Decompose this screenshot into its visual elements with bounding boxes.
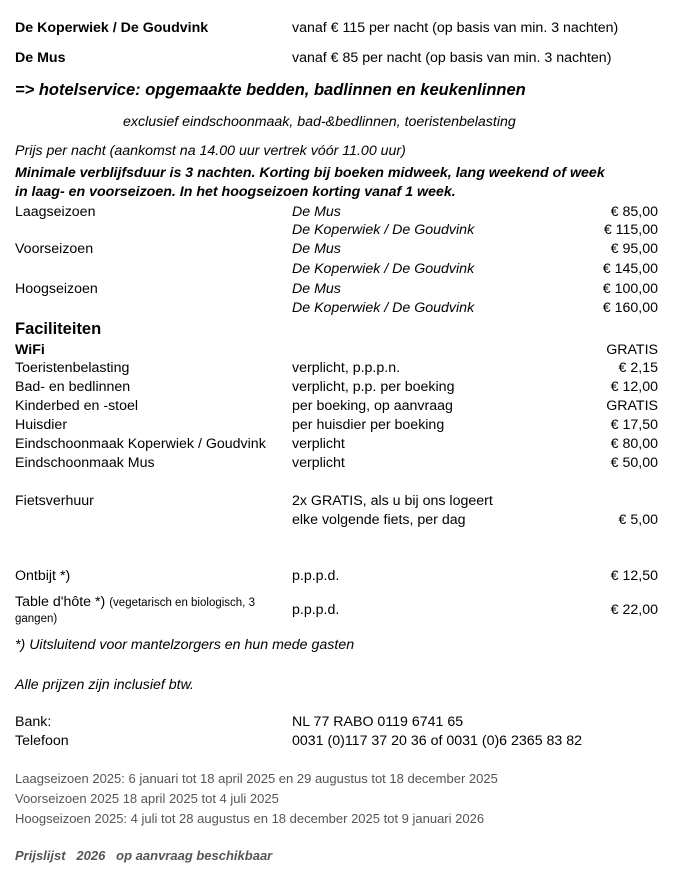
facility-price: € 50,00 [610, 455, 658, 471]
facility-label: Toeristenbelasting [15, 360, 130, 376]
ontbijt-label: Ontbijt *) [15, 568, 71, 584]
fietsverhuur-label: Fietsverhuur [15, 493, 94, 509]
minimale-verblijfsduur-line1: Minimale verblijfsduur is 3 nachten. Korting bij boeken midweek, lang weekend of week [15, 165, 605, 181]
facility-desc: verplicht [292, 436, 345, 452]
season-label: Hoogseizoen [15, 281, 98, 297]
facility-desc: verplicht [292, 455, 345, 471]
facility-desc: per huisdier per boeking [292, 417, 445, 433]
season-house: De Mus [292, 281, 341, 297]
table-dhote-desc: p.p.p.d. [292, 602, 340, 618]
table-dhote-price: € 22,00 [610, 602, 658, 618]
facility-label: Kinderbed en -stoel [15, 398, 139, 414]
facility-label: Bad- en bedlinnen [15, 379, 131, 395]
facility-price: GRATIS [606, 398, 658, 414]
season-label: Laagseizoen [15, 204, 96, 220]
season-house: De Koperwiek / De Goudvink [292, 300, 475, 316]
facility-desc: verplicht, p.p. per boeking [292, 379, 455, 395]
season-house: De Koperwiek / De Goudvink [292, 261, 475, 277]
table-dhote-label-line1 [15, 594, 255, 610]
faciliteiten-heading: Faciliteiten [15, 320, 102, 338]
season-house: De Mus [292, 204, 341, 220]
facility-label: Eindschoonmaak Mus [15, 455, 155, 471]
fietsverhuur-price: € 5,00 [618, 512, 658, 528]
bank-value: NL 77 RABO 0119 6741 65 [292, 714, 464, 730]
telefoon-value: 0031 (0)117 37 20 36 of 0031 (0)6 2365 83 82 [292, 733, 583, 749]
table-dhote-label: Table d'hôte *) [15, 594, 106, 610]
wifi-price: GRATIS [606, 342, 658, 358]
ontbijt-price: € 12,50 [610, 568, 658, 584]
facility-price: € 2,15 [618, 360, 658, 376]
season-price: € 160,00 [602, 300, 658, 316]
telefoon-label: Telefoon [15, 733, 69, 749]
facility-label: Huisdier [15, 417, 68, 433]
facility-label: Eindschoonmaak Koperwiek / Goudvink [15, 436, 266, 452]
season-dates-line: Laagseizoen 2025: 6 januari tot 18 april 2025 en 29 augustus tot 18 december 2025 [15, 771, 498, 786]
table-dhote-note: (vegetarisch en biologisch, 3 [109, 597, 255, 609]
season-price: € 145,00 [602, 261, 658, 277]
exclusief-note: exclusief eindschoonmaak, bad-&bedlinnen, toeristenbelasting [123, 114, 516, 130]
footnote: *) Uitsluitend voor mantelzorgers en hun mede gasten [15, 637, 355, 653]
season-price: € 100,00 [602, 281, 658, 297]
season-price: € 85,00 [610, 204, 658, 220]
koperwiek-goudvink-name: De Koperwiek / De Goudvink [15, 20, 209, 36]
ontbijt-desc: p.p.p.d. [292, 568, 340, 584]
season-price: € 95,00 [610, 241, 658, 257]
season-label: Voorseizoen [15, 241, 94, 257]
minimale-verblijfsduur-line2: in laag- en voorseizoen. In het hoogseizoen korting vanaf 1 week. [15, 184, 456, 200]
facility-price: € 12,00 [610, 379, 658, 395]
season-price: € 115,00 [603, 222, 658, 238]
table-dhote-note-line2: gangen) [15, 613, 58, 625]
season-house: De Mus [292, 241, 341, 257]
btw-note: Alle prijzen zijn inclusief btw. [15, 677, 194, 693]
hotelservice-heading: => hotelservice: opgemaakte bedden, badlinnen en keukenlinnen [15, 81, 526, 99]
bank-label: Bank: [15, 714, 52, 730]
facility-price: € 17,50 [610, 417, 658, 433]
fietsverhuur-line2: elke volgende fiets, per dag [292, 512, 466, 528]
koperwiek-goudvink-price: vanaf € 115 per nacht (op basis van min. 3 nachten) [292, 20, 619, 36]
wifi-label: WiFi [15, 342, 45, 358]
season-dates-line: Hoogseizoen 2025: 4 juli tot 28 augustus en 18 december 2025 tot 9 januari 2026 [15, 811, 485, 826]
prijslijst-note: Prijslijst 2026 op aanvraag beschikbaar [15, 848, 273, 863]
mus-price: vanaf € 85 per nacht (op basis van min. 3 nachten) [292, 50, 612, 66]
season-house: De Koperwiek / De Goudvink [292, 222, 475, 238]
facility-price: € 80,00 [610, 436, 658, 452]
prijs-per-nacht: Prijs per nacht (aankomst na 14.00 uur vertrek vóór 11.00 uur) [15, 143, 406, 159]
facility-desc: verplicht, p.p.p.n. [292, 360, 401, 376]
mus-name: De Mus [15, 50, 66, 66]
season-dates-line: Voorseizoen 2025 18 april 2025 tot 4 juli 2025 [15, 791, 279, 806]
facility-desc: per boeking, op aanvraag [292, 398, 453, 414]
fietsverhuur-line1: 2x GRATIS, als u bij ons logeert [292, 493, 493, 509]
